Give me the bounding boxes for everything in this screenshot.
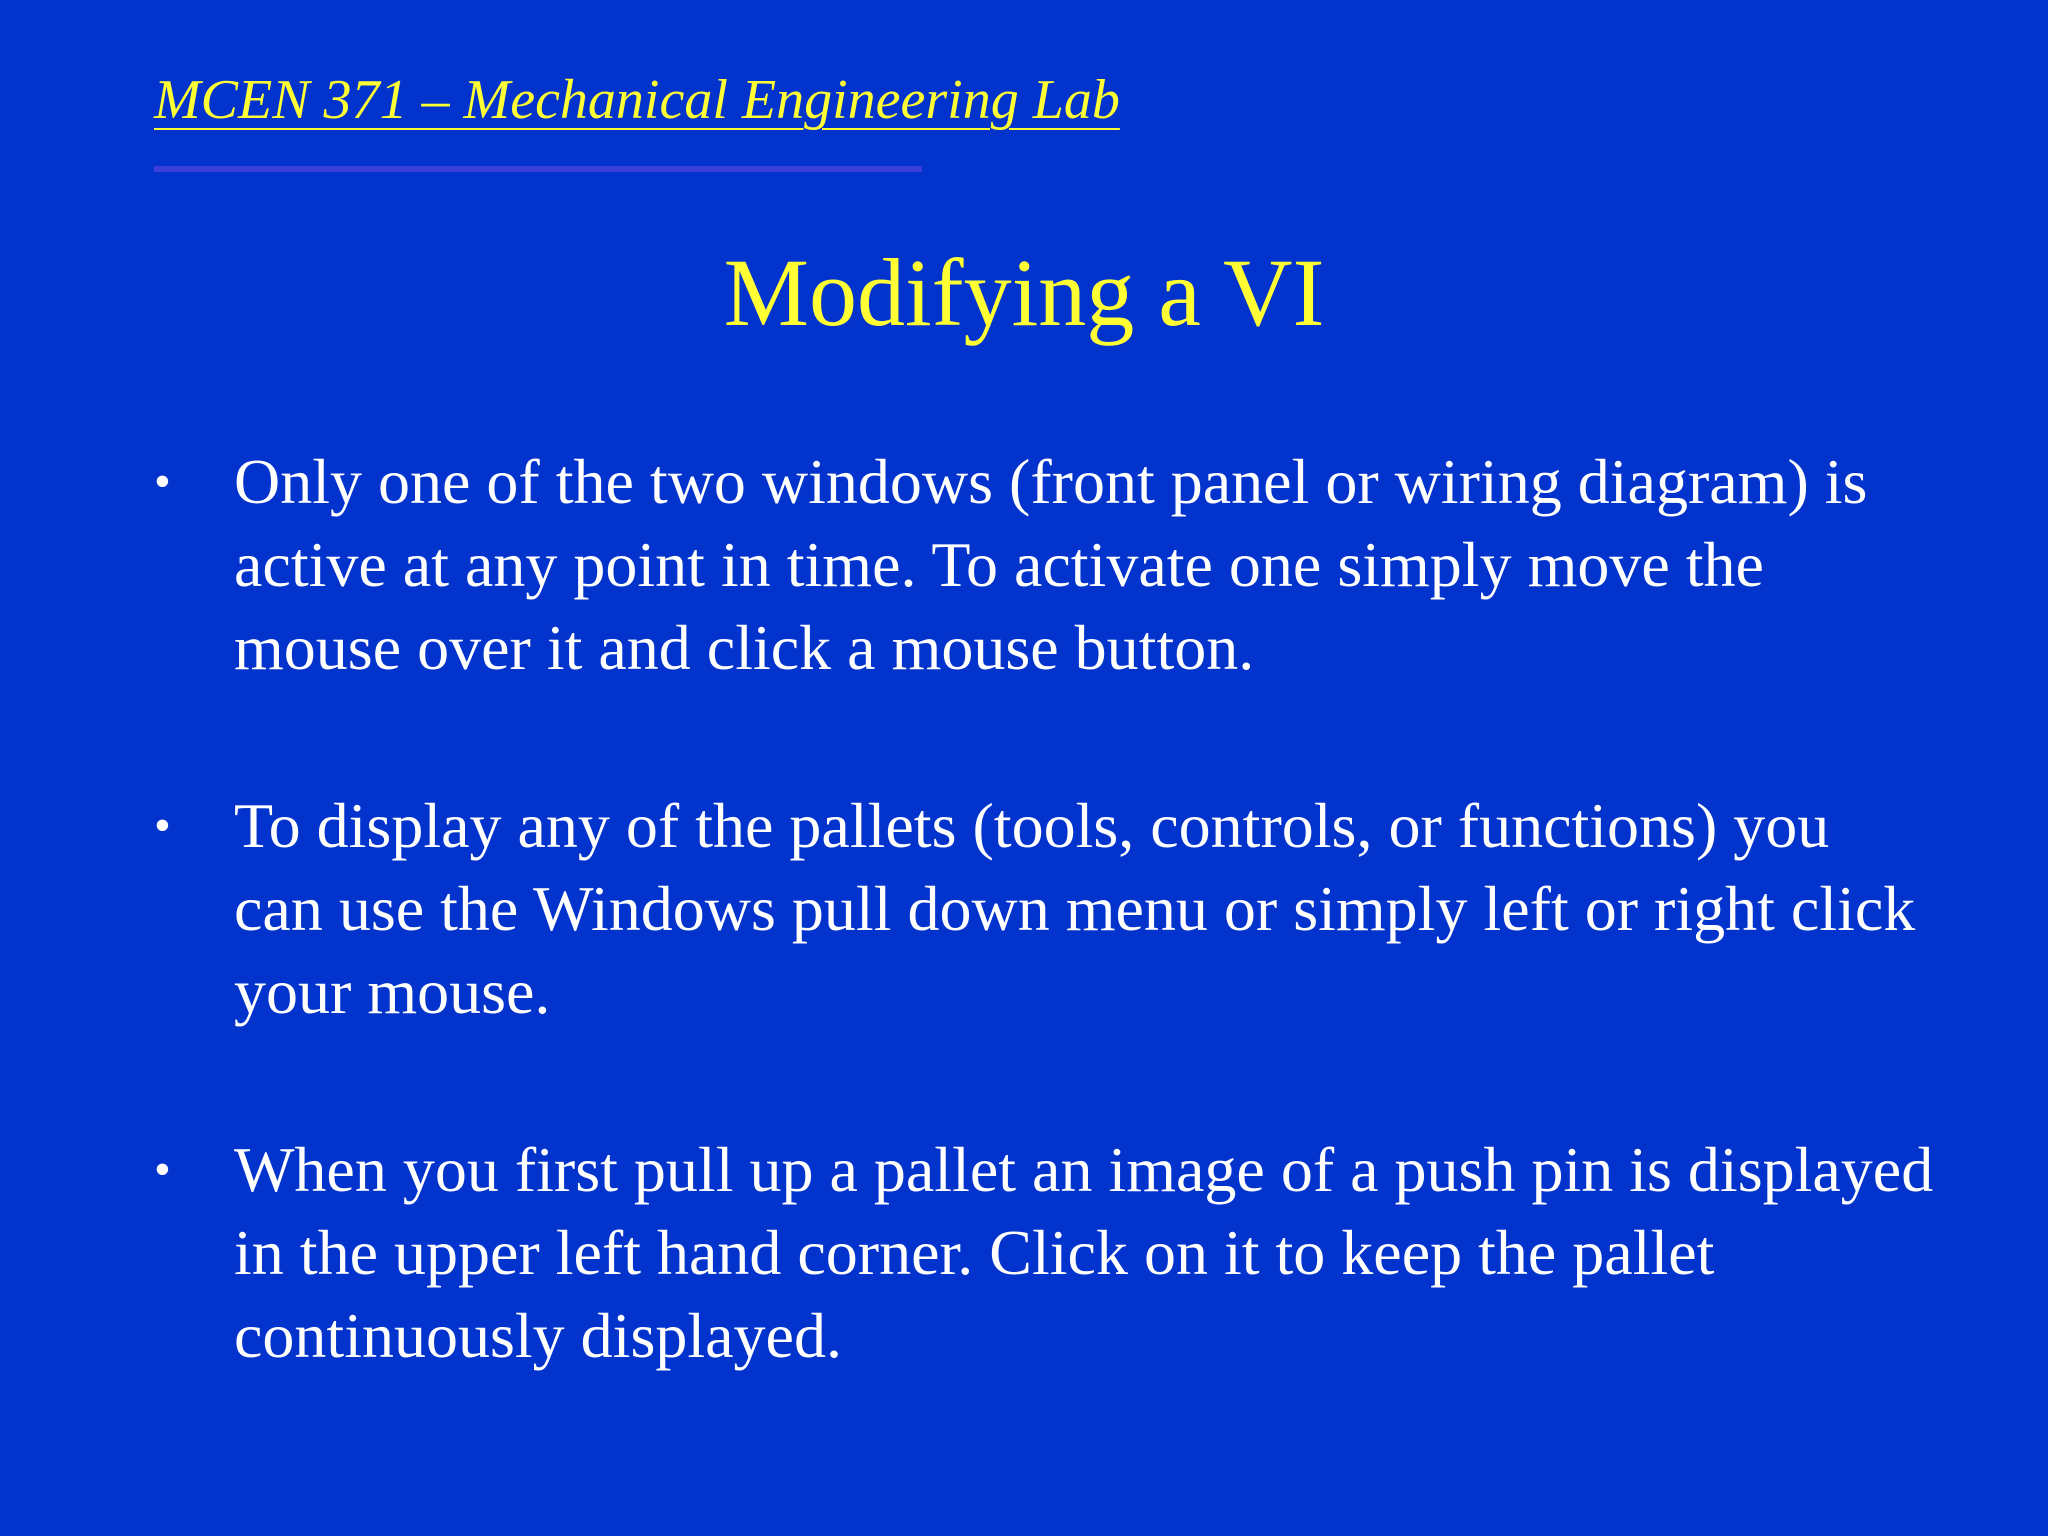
bullet-item xyxy=(154,784,1934,1033)
bullet-text: Only one of the two windows (front panel or wiring diagram) is active at any point in time. To activate one simply move the mouse over it and click a mouse button. xyxy=(234,446,1868,683)
bullet-text: To display any of the pallets (tools, controls, or functions) you can use the Windows pull down menu or simply left or right click your mouse. xyxy=(234,790,1916,1027)
bullet-item xyxy=(154,440,1934,689)
bullet-marker: • xyxy=(154,799,171,852)
bullet-text: When you first pull up a pallet an image of a push pin is displayed in the upper left hand corner. Click on it to keep the pallet continuously displayed. xyxy=(234,1134,1934,1371)
bullet-item xyxy=(154,1128,1934,1377)
bullet-marker: • xyxy=(154,455,171,508)
bullet-marker: • xyxy=(154,1143,171,1196)
slide-title: Modifying a VI xyxy=(723,239,1325,346)
bullet-list xyxy=(154,440,1934,1472)
course-header: MCEN 371 – Mechanical Engineering Lab xyxy=(154,69,1120,131)
header-divider xyxy=(154,166,922,172)
